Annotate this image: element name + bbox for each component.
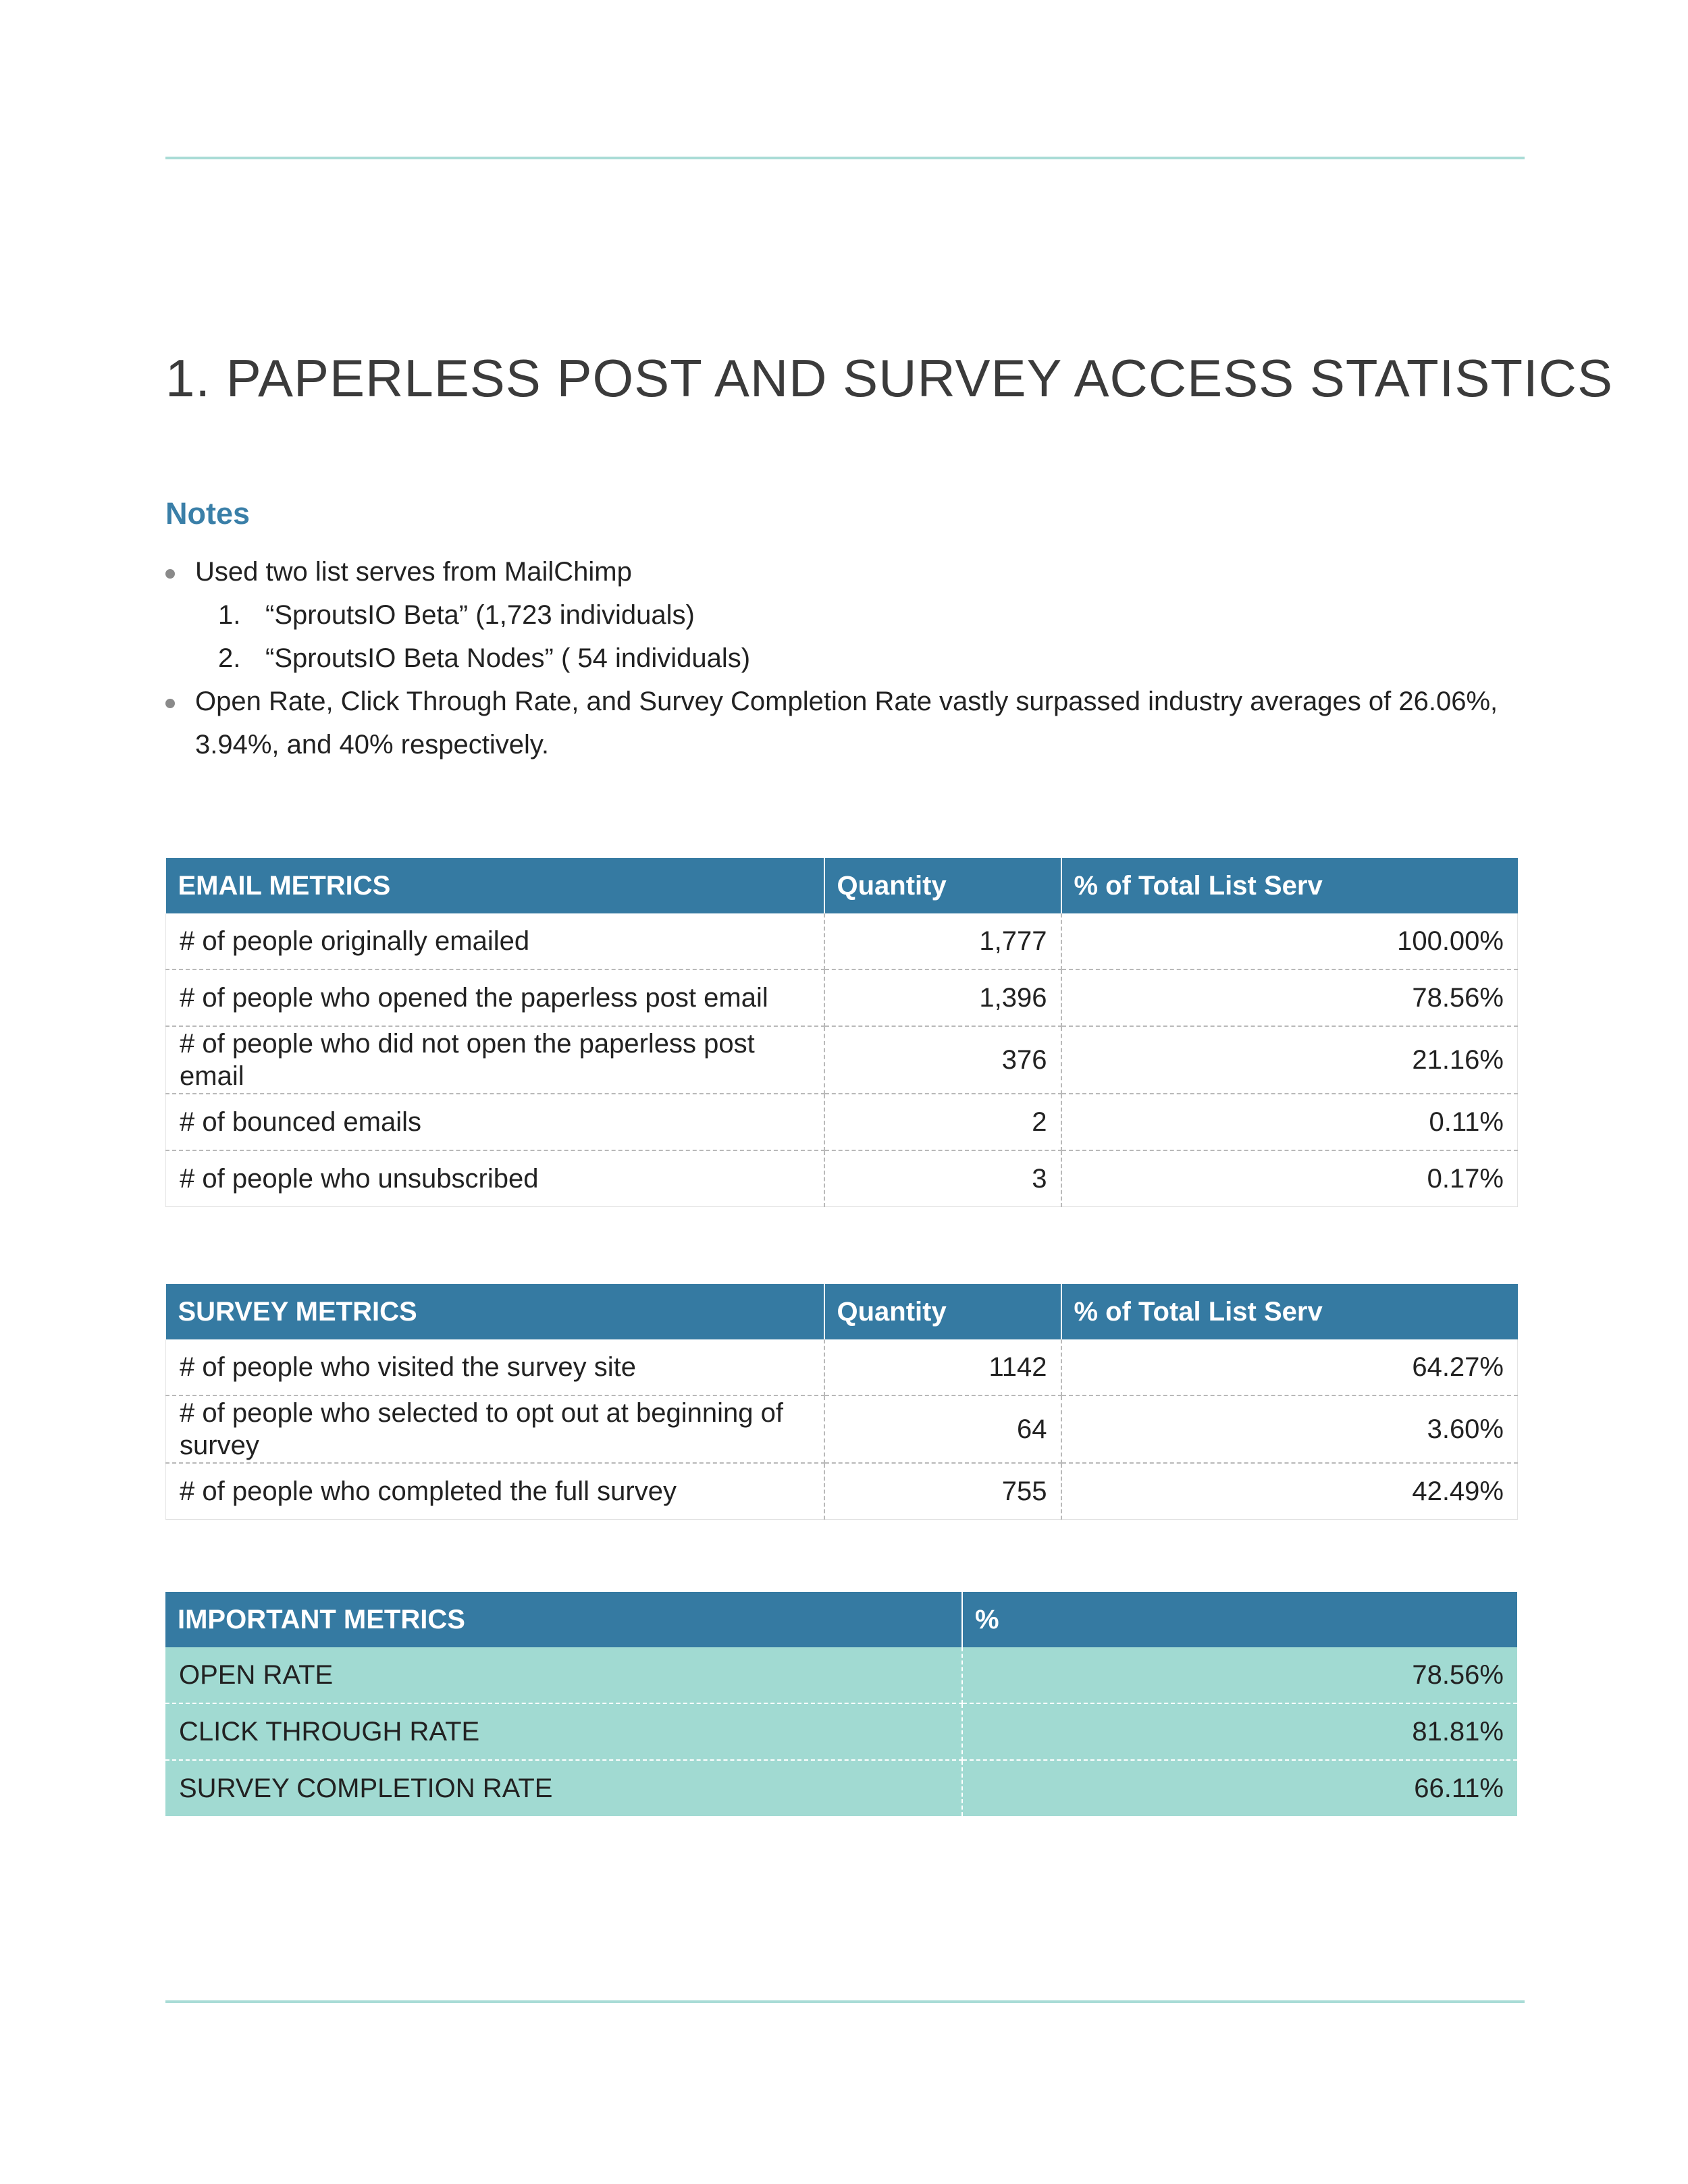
bullet-dot-icon (165, 569, 175, 579)
notes-sub-item (165, 593, 1529, 637)
table-row (165, 1760, 1517, 1816)
table-row (166, 1026, 1518, 1094)
metric-percent: 78.56% (962, 1647, 1517, 1703)
column-header: % of Total List Serv (1061, 1284, 1518, 1339)
table-row (166, 1463, 1518, 1520)
metric-percent: 0.11% (1061, 1094, 1518, 1150)
table-row (166, 1339, 1518, 1395)
sub-item-text: “SproutsIO Beta” (1,723 individuals) (265, 600, 695, 630)
metric-label: # of people who completed the full survey (166, 1463, 824, 1520)
table-row (165, 1647, 1517, 1703)
metric-label: # of bounced emails (166, 1094, 824, 1150)
metric-percent: 100.00% (1061, 913, 1518, 969)
metric-label: # of people who opened the paperless post email (166, 969, 824, 1026)
metric-quantity: 1142 (824, 1339, 1061, 1395)
metric-percent: 21.16% (1061, 1026, 1518, 1094)
column-header: % of Total List Serv (1061, 858, 1518, 913)
metric-quantity: 3 (824, 1150, 1061, 1207)
sub-item-text: “SproutsIO Beta Nodes” ( 54 individuals) (265, 643, 751, 673)
table-row (166, 1150, 1518, 1207)
notes-sub-item (165, 637, 1529, 680)
metric-label: SURVEY COMPLETION RATE (165, 1760, 962, 1816)
metric-label: # of people who did not open the paperless post email (166, 1026, 824, 1094)
column-header: Quantity (824, 1284, 1061, 1339)
metric-percent: 64.27% (1061, 1339, 1518, 1395)
metric-quantity: 1,777 (824, 913, 1061, 969)
important-metrics-table (165, 1592, 1517, 1816)
table-row (166, 1094, 1518, 1150)
top-divider (165, 157, 1525, 159)
metric-label: # of people originally emailed (166, 913, 824, 969)
bullet-dot-icon (165, 699, 175, 708)
table-header-row (165, 1592, 1517, 1647)
metric-quantity: 64 (824, 1395, 1061, 1463)
survey-metrics-table (165, 1284, 1518, 1520)
notes-list (165, 550, 1529, 766)
metric-label: # of people who selected to opt out at beginning of survey (166, 1395, 824, 1463)
metric-label: # of people who visited the survey site (166, 1339, 824, 1395)
metric-percent: 3.60% (1061, 1395, 1518, 1463)
table-row (166, 913, 1518, 969)
page-title: 1. PAPERLESS POST AND SURVEY ACCESS STATISTICS (165, 348, 1614, 408)
metric-percent: 0.17% (1061, 1150, 1518, 1207)
column-header: SURVEY METRICS (166, 1284, 824, 1339)
email-metrics-table (165, 858, 1518, 1207)
column-header: Quantity (824, 858, 1061, 913)
metric-quantity: 2 (824, 1094, 1061, 1150)
metric-percent: 66.11% (962, 1760, 1517, 1816)
table-header-row (166, 858, 1518, 913)
notes-bullet (165, 550, 1529, 593)
table-row (166, 1395, 1518, 1463)
table-row (166, 969, 1518, 1026)
sub-item-number: 1. (218, 600, 241, 630)
table-row (165, 1703, 1517, 1760)
column-header: % (962, 1592, 1517, 1647)
metric-quantity: 755 (824, 1463, 1061, 1520)
metric-label: CLICK THROUGH RATE (165, 1703, 962, 1760)
sub-item-number: 2. (218, 643, 241, 673)
metric-percent: 42.49% (1061, 1463, 1518, 1520)
notes-bullet-text-line1: Open Rate, Click Through Rate, and Survey Completion Rate vastly surpassed industry averages of 26.06%, (195, 687, 1498, 716)
notes-bullet-text-line2: 3.94%, and 40% respectively. (195, 730, 550, 760)
metric-label: OPEN RATE (165, 1647, 962, 1703)
bottom-divider (165, 2000, 1525, 2003)
metric-quantity: 376 (824, 1026, 1061, 1094)
metric-label: # of people who unsubscribed (166, 1150, 824, 1207)
column-header: IMPORTANT METRICS (165, 1592, 962, 1647)
column-header: EMAIL METRICS (166, 858, 824, 913)
metric-quantity: 1,396 (824, 969, 1061, 1026)
notes-bullet-text: Used two list serves from MailChimp (195, 557, 632, 587)
metric-percent: 81.81% (962, 1703, 1517, 1760)
table-header-row (166, 1284, 1518, 1339)
metric-percent: 78.56% (1061, 969, 1518, 1026)
notes-heading: Notes (165, 496, 250, 531)
notes-bullet (165, 680, 1529, 766)
